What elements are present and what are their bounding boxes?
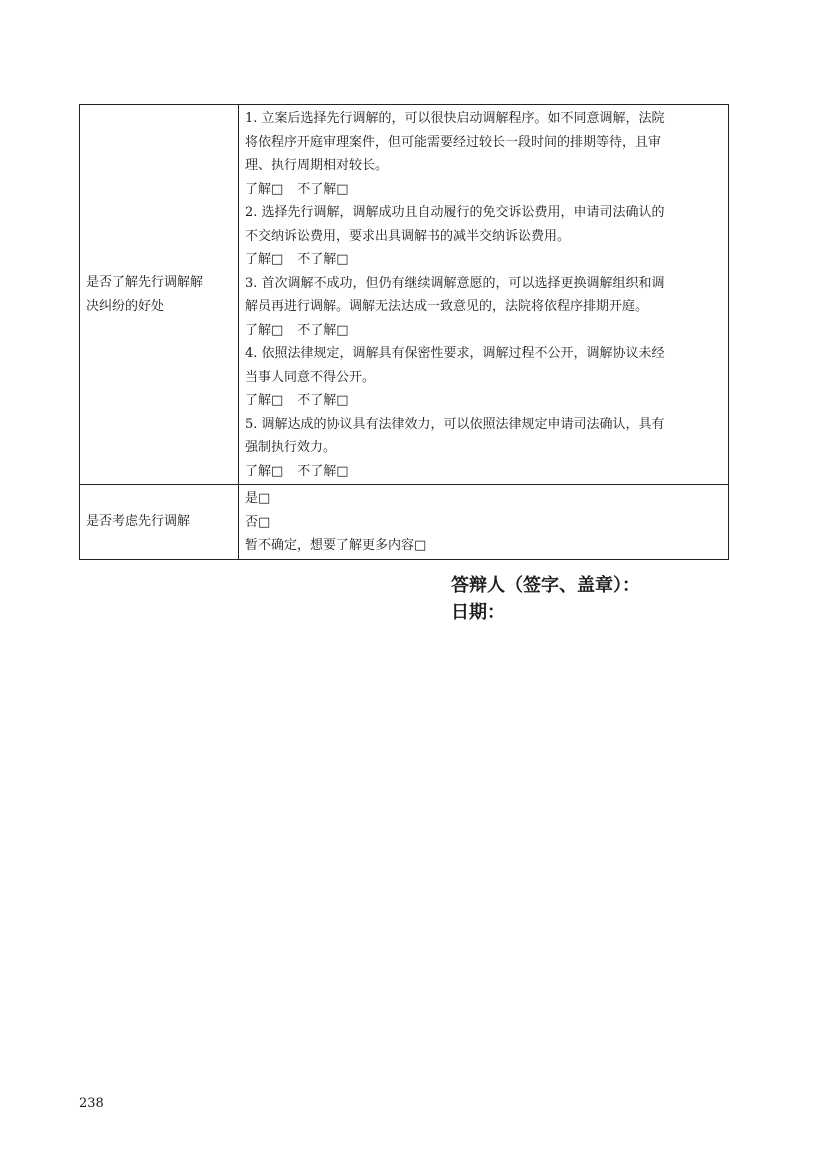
- benefit-item-1-options: [245, 178, 723, 202]
- checkbox-know-5[interactable]: 了解□: [245, 463, 284, 479]
- benefit-item-3-options: [245, 319, 723, 343]
- benefit-item-1-line-3: 理、执行周期相对较长。: [245, 158, 389, 173]
- checkbox-yes[interactable]: 是□: [245, 491, 271, 506]
- benefit-item-5: [245, 413, 723, 484]
- benefit-item-1-line-1: 1. 立案后选择先行调解的，可以很快启动调解程序。如不同意调解，法院: [245, 111, 665, 126]
- benefit-item-4-line-2: 当事人同意不得公开。: [245, 369, 376, 385]
- checkbox-not-know-1[interactable]: 不了解□: [297, 181, 349, 197]
- table-row-benefits: [80, 105, 729, 485]
- benefit-item-1: [245, 107, 723, 201]
- benefit-item-5-options: [245, 460, 723, 484]
- checkbox-not-know-2[interactable]: 不了解□: [297, 252, 349, 267]
- benefit-item-5-line-2: 强制执行效力。: [245, 440, 337, 455]
- checkbox-not-know-5[interactable]: 不了解□: [297, 463, 349, 479]
- benefit-item-2-line-2: 不交纳诉讼费用，要求出具调解书的减半交纳诉讼费用。: [245, 228, 571, 244]
- table-row-consider: [80, 485, 729, 560]
- respondent-signature-label: 答辩人（签字、盖章）：: [451, 575, 640, 596]
- mediation-form-table: [79, 104, 729, 560]
- benefit-item-2: [245, 201, 723, 272]
- label-benefits-line-1: 是否了解先行调解解: [86, 275, 204, 290]
- benefit-item-3-line-2: 解员再进行调解。调解无法达成一致意见的，法院将依程序排期开庭。: [245, 299, 649, 314]
- checkbox-know-1[interactable]: 了解□: [245, 181, 284, 197]
- date-label: 日期：: [451, 602, 505, 623]
- checkbox-know-2[interactable]: 了解□: [245, 252, 284, 267]
- benefit-item-2-line-1: 2. 选择先行调解，调解成功且自动履行的免交诉讼费用，申请司法确认的: [245, 205, 665, 220]
- benefit-item-3: [245, 272, 723, 343]
- signature-block: [451, 572, 640, 626]
- benefit-item-3-line-1: 3. 首次调解不成功，但仍有继续调解意愿的，可以选择更换调解组织和调: [245, 275, 665, 291]
- benefit-item-4: [245, 342, 723, 413]
- checkbox-undecided[interactable]: 暂不确定，想要了解更多内容□: [245, 538, 427, 553]
- label-benefits-line-2: 决纠纷的好处: [86, 298, 165, 314]
- checkbox-not-know-3[interactable]: 不了解□: [297, 322, 349, 338]
- benefit-item-5-line-1: 5. 调解达成的协议具有法律效力，可以依照法律规定申请司法确认，具有: [245, 416, 665, 432]
- benefit-item-4-options: [245, 389, 723, 413]
- checkbox-not-know-4[interactable]: 不了解□: [297, 393, 349, 408]
- checkbox-no[interactable]: 否□: [245, 514, 271, 530]
- label-consider: 是否考虑先行调解: [80, 485, 239, 560]
- checkbox-know-4[interactable]: 了解□: [245, 393, 284, 408]
- benefit-item-4-line-1: 4. 依照法律规定，调解具有保密性要求，调解过程不公开，调解协议未经: [245, 346, 665, 361]
- label-benefits: [80, 105, 239, 485]
- consider-options: [239, 485, 729, 560]
- benefits-content: [239, 105, 729, 485]
- benefit-item-1-line-2: 将依程序开庭审理案件，但可能需要经过较长一段时间的排期等待，且审: [245, 134, 662, 150]
- checkbox-know-3[interactable]: 了解□: [245, 322, 284, 338]
- benefit-item-2-options: [245, 248, 723, 272]
- page-number: 238: [79, 1096, 104, 1111]
